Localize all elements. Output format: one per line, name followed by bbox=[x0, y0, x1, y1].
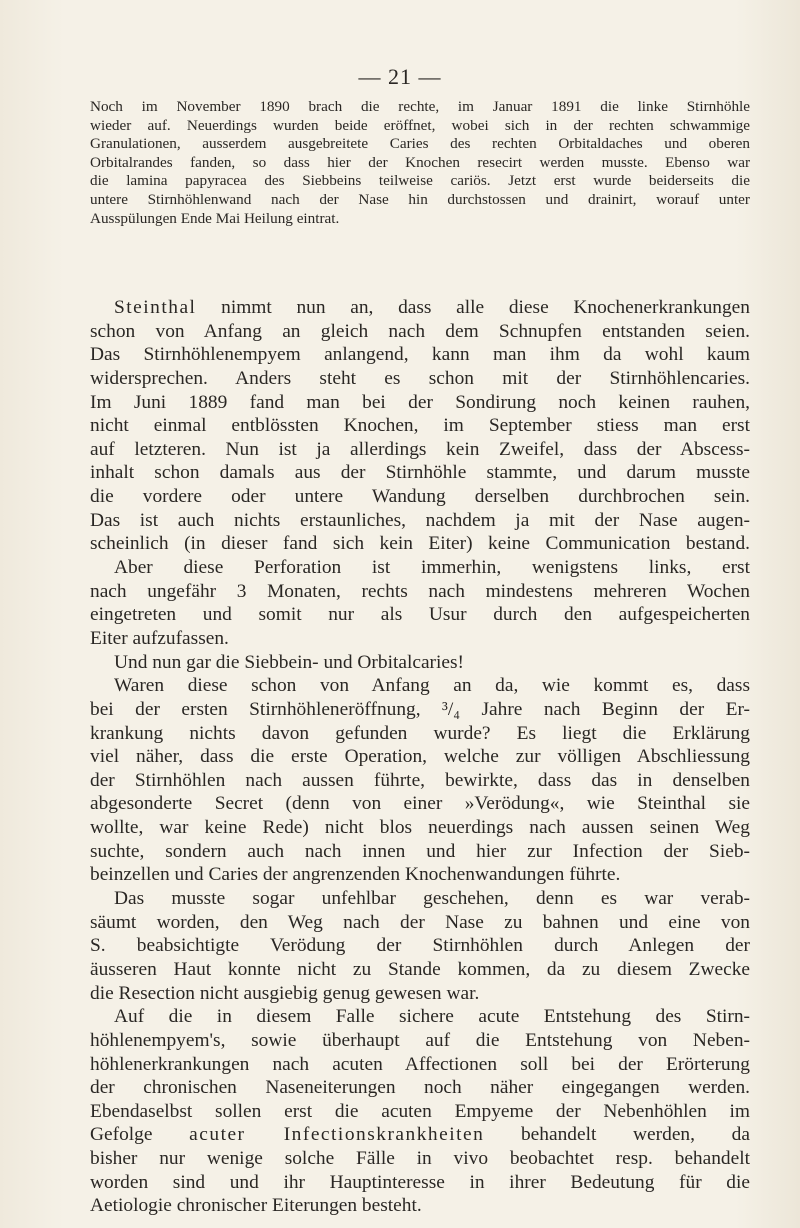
text-line: Noch im November 1890 brach die rechte, im Januar 1891 die linke Stirnhöhle bbox=[90, 98, 750, 115]
text-line: krankung nichts davon gefunden wurde? Es liegt die Erklärung bbox=[90, 722, 750, 744]
text-line: höhlenerkrankungen nach acuten Affectionen soll bei der Erörterung bbox=[90, 1053, 750, 1075]
text-line: der Stirnhöhlen nach aussen führte, bewirkte, dass das in denselben bbox=[90, 769, 750, 791]
text-line: S. beabsichtigte Verödung der Stirnhöhlen durch Anlegen der bbox=[90, 935, 750, 957]
text-fragment: behandelt werden, da bbox=[484, 1124, 750, 1146]
text-line: suchte, sondern auch nach innen und hier zur Infection der Sieb- bbox=[90, 840, 750, 862]
text-line: Ebendaselbst sollen erst die acuten Empyeme der Nebenhöhlen im bbox=[90, 1100, 750, 1122]
text-line: säumt worden, den Weg nach der Nase zu bahnen und eine von bbox=[90, 911, 750, 933]
text-line: Orbitalrandes fanden, so dass hier der Knochen resecirt werden musste. Ebenso war bbox=[90, 153, 750, 171]
text-line: beinzellen und Caries der angrenzenden Knochenwandungen führte. bbox=[90, 864, 621, 886]
text-line: wieder auf. Neuerdings wurden beide eröffnet, wobei sich in der rechten schwammige bbox=[90, 116, 750, 134]
text-line: viel näher, dass die erste Operation, welche zur völligen Abschliessung bbox=[90, 746, 750, 768]
text-line: die Resection nicht ausgiebig genug gewesen war. bbox=[90, 982, 480, 1004]
main-text bbox=[90, 296, 750, 1218]
text-line: widersprechen. Anders steht es schon mit der Stirnhöhlencaries. bbox=[90, 367, 750, 389]
emphasized-phrase: acuter Infectionskrankheiten bbox=[189, 1124, 485, 1146]
text-line: auf letzteren. Nun ist ja allerdings kein Zweifel, dass der Abscess- bbox=[90, 438, 750, 460]
text-line: scheinlich (in dieser fand sich kein Eiter) keine Communication bestand. bbox=[90, 533, 750, 555]
text-line: die lamina papyracea des Siebbeins teilweise cariös. Jetzt erst wurde beiderseits die bbox=[90, 172, 750, 190]
text-line: Eiter aufzufassen. bbox=[90, 627, 229, 649]
text-line: bisher nur wenige solche Fälle in vivo beobachtet resp. behandelt bbox=[90, 1148, 750, 1170]
text-line: Ausspülungen Ende Mai Heilung eintrat. bbox=[90, 209, 340, 227]
text-line: der chronischen Naseneiterungen noch näher eingegangen werden. bbox=[90, 1077, 750, 1099]
text-line: Aber diese Perforation ist immerhin, wenigstens links, erst bbox=[114, 557, 750, 579]
case-report-paragraph bbox=[90, 98, 750, 228]
text-line: Waren diese schon von Anfang an da, wie kommt es, dass bbox=[114, 675, 750, 697]
text-fragment: nimmt nun an, dass alle diese Knochenerkrankungen bbox=[196, 297, 750, 318]
text-line: eingetreten und somit nur als Usur durch den aufgespeicherten bbox=[90, 604, 750, 626]
text-line: höhlenempyem's, sowie überhaupt auf die Entstehung von Neben- bbox=[90, 1029, 750, 1051]
text-line: Und nun gar die Siebbein- und Orbitalcaries! bbox=[114, 651, 465, 673]
text-line: nach ungefähr 3 Monaten, rechts nach mindestens mehreren Wochen bbox=[90, 580, 750, 602]
text-fragment: Gefolge bbox=[90, 1124, 190, 1146]
text-line: worden sind und ihr Hauptinteresse in ihrer Bedeutung für die bbox=[90, 1171, 750, 1193]
text-line: äusseren Haut konnte nicht zu Stande kommen, da zu diesem Zwecke bbox=[90, 958, 750, 980]
page-number: — 21 — bbox=[358, 64, 442, 89]
text-line: Granulationen, ausserdem ausgebreitete Caries des rechten Orbitaldaches und oberen bbox=[90, 135, 750, 153]
text-line: Auf die in diesem Falle sichere acute Entstehung des Stirn- bbox=[114, 1006, 750, 1028]
text-line: untere Stirnhöhlenwand nach der Nase hin durchstossen und drainirt, worauf unter bbox=[90, 190, 750, 208]
author-name: Steinthal bbox=[114, 297, 197, 318]
text-line bbox=[90, 1123, 750, 1147]
text-line bbox=[90, 296, 750, 320]
text-line: Aetiologie chronischer Eiterungen besteht. bbox=[90, 1195, 422, 1217]
text-line: nicht einmal entblössten Knochen, im September stiess man erst bbox=[90, 415, 750, 437]
text-line: Das Stirnhöhlenempyem anlangend, kann man ihm da wohl kaum bbox=[90, 344, 750, 366]
text-line: bei der ersten Stirnhöhleneröffnung, ³/₄ Jahre nach Beginn der Er- bbox=[90, 698, 750, 720]
text-line: inhalt schon damals aus der Stirnhöhle stammte, und darum musste bbox=[90, 462, 750, 484]
text-line: schon von Anfang an gleich nach dem Schnupfen entstanden seien. bbox=[90, 320, 750, 342]
text-line: Das ist auch nichts erstaunliches, nachdem ja mit der Nase augen- bbox=[90, 509, 750, 531]
text-line: Das musste sogar unfehlbar geschehen, denn es war verab- bbox=[114, 888, 750, 910]
text-line: Im Juni 1889 fand man bei der Sondirung noch keinen rauhen, bbox=[90, 391, 750, 413]
text-line: wollte, war keine Rede) nicht blos neuerdings nach aussen seinen Weg bbox=[90, 817, 750, 839]
text-line: die vordere oder untere Wandung derselben durchbrochen sein. bbox=[90, 486, 750, 508]
text-line: abgesonderte Secret (denn von einer »Verödung«, wie Steinthal sie bbox=[90, 793, 750, 815]
